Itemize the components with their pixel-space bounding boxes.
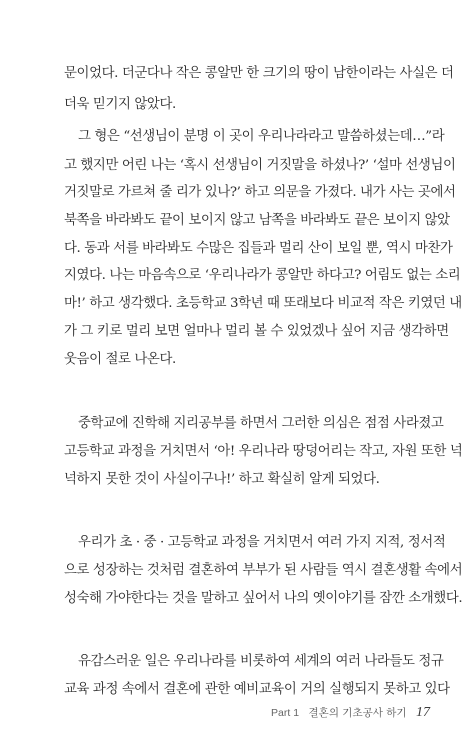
text-line: 거짓말로 가르쳐 줄 리가 있나?’ 하고 의문을 가졌다. 내가 사는 곳에서: [64, 185, 456, 200]
footer-chapter-title: 결혼의 기초공사 하기: [308, 707, 407, 719]
text-line: 교육 과정 속에서 결혼에 관한 예비교육이 거의 실행되지 못하고 있다: [64, 682, 450, 697]
text-line: 으로 성장하는 것처럼 결혼하여 부부가 된 사람들 역시 결혼생활 속에서: [64, 563, 463, 578]
text-line: 성숙해 가야한다는 것을 말하고 싶어서 나의 옛이야기를 잠깐 소개했다.: [64, 591, 463, 606]
footer-part-label: Part 1: [271, 707, 300, 719]
text-line: 그 형은 “선생님이 분명 이 곳이 우리나라라고 말씀하셨는데…”라: [78, 129, 445, 144]
text-line: 우리가 초 · 중 · 고등학교 과정을 거치면서 여러 가지 지적, 정서적: [78, 535, 446, 550]
page-number: 17: [416, 705, 430, 720]
text-line: 지였다. 나는 마음속으로 ‘우리나라가 콩알만 하다고? 어림도 없는 소리: [64, 268, 461, 283]
text-line: 고 했지만 어린 나는 ‘혹시 선생님이 거짓말을 하셨나?’ ‘설마 선생님이: [64, 158, 456, 173]
text-line: 유감스러운 일은 우리나라를 비롯하여 세계의 여러 나라들도 정규: [78, 654, 444, 669]
text-line: 중학교에 진학해 지리공부를 하면서 그러한 의심은 점점 사라졌고: [78, 416, 444, 431]
text-line: 고등학교 과정을 거치면서 ‘아! 우리나라 땅덩어리는 작고, 자원 또한 넉: [64, 444, 463, 459]
text-line: 더욱 믿기지 않았다.: [64, 97, 176, 112]
text-line: 넉하지 못한 것이 사실이구나!’ 하고 확실히 알게 되었다.: [64, 472, 380, 487]
text-line: 마!’ 하고 생각했다. 초등학교 3학년 때 또래보다 비교적 작은 키였던 내: [64, 296, 462, 311]
text-line: 문이었다. 더군다나 작은 콩알만 한 크기의 땅이 남한이라는 사실은 더: [64, 66, 454, 81]
text-line: 웃음이 절로 나온다.: [64, 352, 176, 367]
running-footer: [271, 705, 430, 721]
text-line: 다. 동과 서를 바라봐도 수많은 집들과 멀리 산이 보일 뿐, 역시 마찬가: [64, 241, 453, 256]
text-line: 북쪽을 바라봐도 끝이 보이지 않고 남쪽을 바라봐도 끝은 보이지 않았: [64, 213, 450, 228]
text-line: 가 그 키로 멀리 보면 얼마나 멀리 볼 수 있었겠나 싶어 지금 생각하면: [64, 324, 449, 339]
